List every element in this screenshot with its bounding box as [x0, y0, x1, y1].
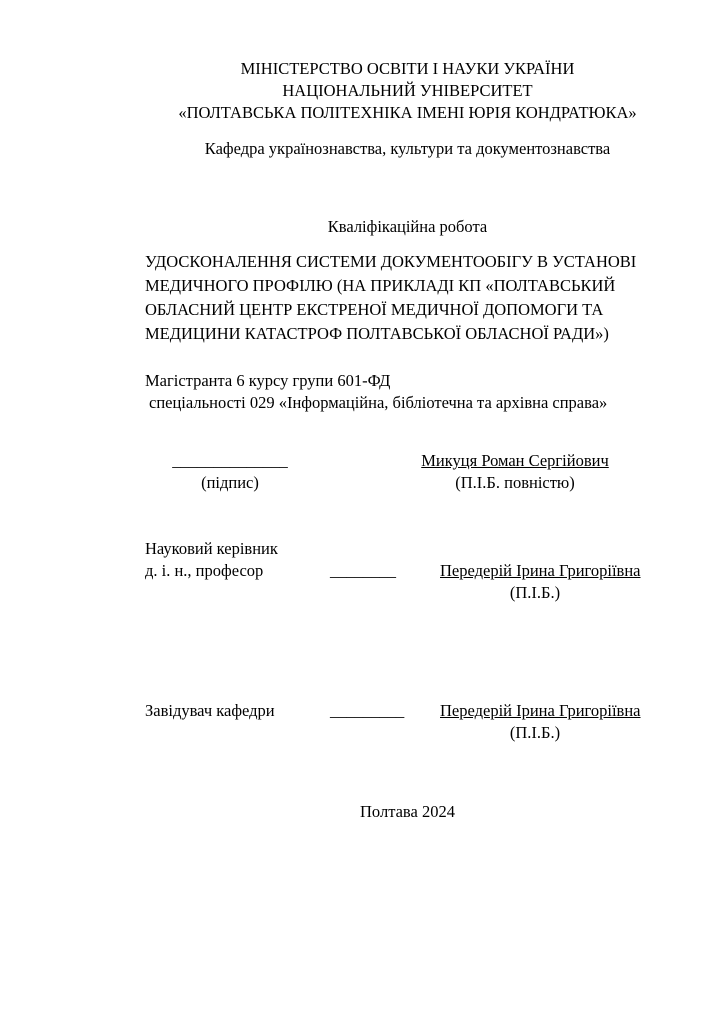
student-info	[145, 370, 670, 414]
thesis-title: УДОСКОНАЛЕННЯ СИСТЕМИ ДОКУМЕНТООБІГУ В УСТАНОВІ МЕДИЧНОГО ПРОФІЛЮ (НА ПРИКЛАДІ КП «ПОЛТАВСЬКИЙ ОБЛАСНИЙ ЦЕНТР ЕКСТРЕНОЇ МЕДИЧНОЇ ДОПОМОГИ ТА МЕДИЦИНИ КАТАСТРОФ ПОЛТАВСЬКОЇ ОБЛАСНОЇ РАДИ»)	[145, 252, 637, 343]
department-head-block	[145, 700, 670, 744]
department-head-row	[145, 700, 670, 722]
department-head-caption-row	[145, 722, 670, 744]
supervisor-signature-blank: ________	[330, 561, 396, 580]
caption-spacer	[145, 582, 440, 604]
ministry-line: МІНІСТЕРСТВО ОСВІТИ І НАУКИ УКРАЇНИ	[240, 59, 575, 78]
department-head-signature-blank: _________	[330, 701, 405, 720]
student-course-line: Магістранта 6 курсу групи 601-ФД	[145, 371, 391, 390]
caption-spacer	[145, 722, 440, 744]
department-head-name-caption: (П.І.Б.)	[509, 723, 561, 742]
university-line: НАЦІОНАЛЬНИЙ УНІВЕРСИТЕТ	[282, 81, 533, 100]
department-head-name: Передерій Ірина Григоріївна	[440, 701, 641, 720]
signature-caption: (підпис)	[201, 473, 259, 492]
institution-header	[145, 58, 670, 124]
signature-blank-line: ______________	[172, 451, 288, 470]
supervisor-row	[145, 560, 670, 582]
supervisor-caption-row	[145, 582, 670, 604]
student-name-caption: (П.І.Б. повністю)	[455, 473, 575, 492]
supervisor-name-caption: (П.І.Б.)	[509, 583, 561, 602]
supervisor-block	[145, 538, 670, 604]
student-name-column	[380, 450, 650, 494]
department-head-role: Завідувач кафедри	[145, 701, 275, 720]
supervisor-degree: д. і. н., професор	[145, 561, 264, 580]
student-specialty-line: спеціальності 029 «Інформаційна, бібліотечна та архівна справа»	[149, 393, 608, 412]
student-signature-row	[145, 450, 670, 494]
supervisor-role: Науковий керівник	[145, 539, 278, 558]
department-line: Кафедра українознавства, культури та документознавства	[204, 139, 611, 158]
work-type-label: Кваліфікаційна робота	[327, 217, 488, 236]
student-name: Микуця Роман Сергійович	[421, 451, 609, 470]
city-year-line: Полтава 2024	[360, 802, 455, 821]
supervisor-name: Передерій Ірина Григоріївна	[440, 561, 641, 580]
signature-column	[145, 450, 315, 494]
university-name-line: «ПОЛТАВСЬКА ПОЛІТЕХНІКА ІМЕНІ ЮРІЯ КОНДРАТЮКА»	[178, 103, 637, 122]
